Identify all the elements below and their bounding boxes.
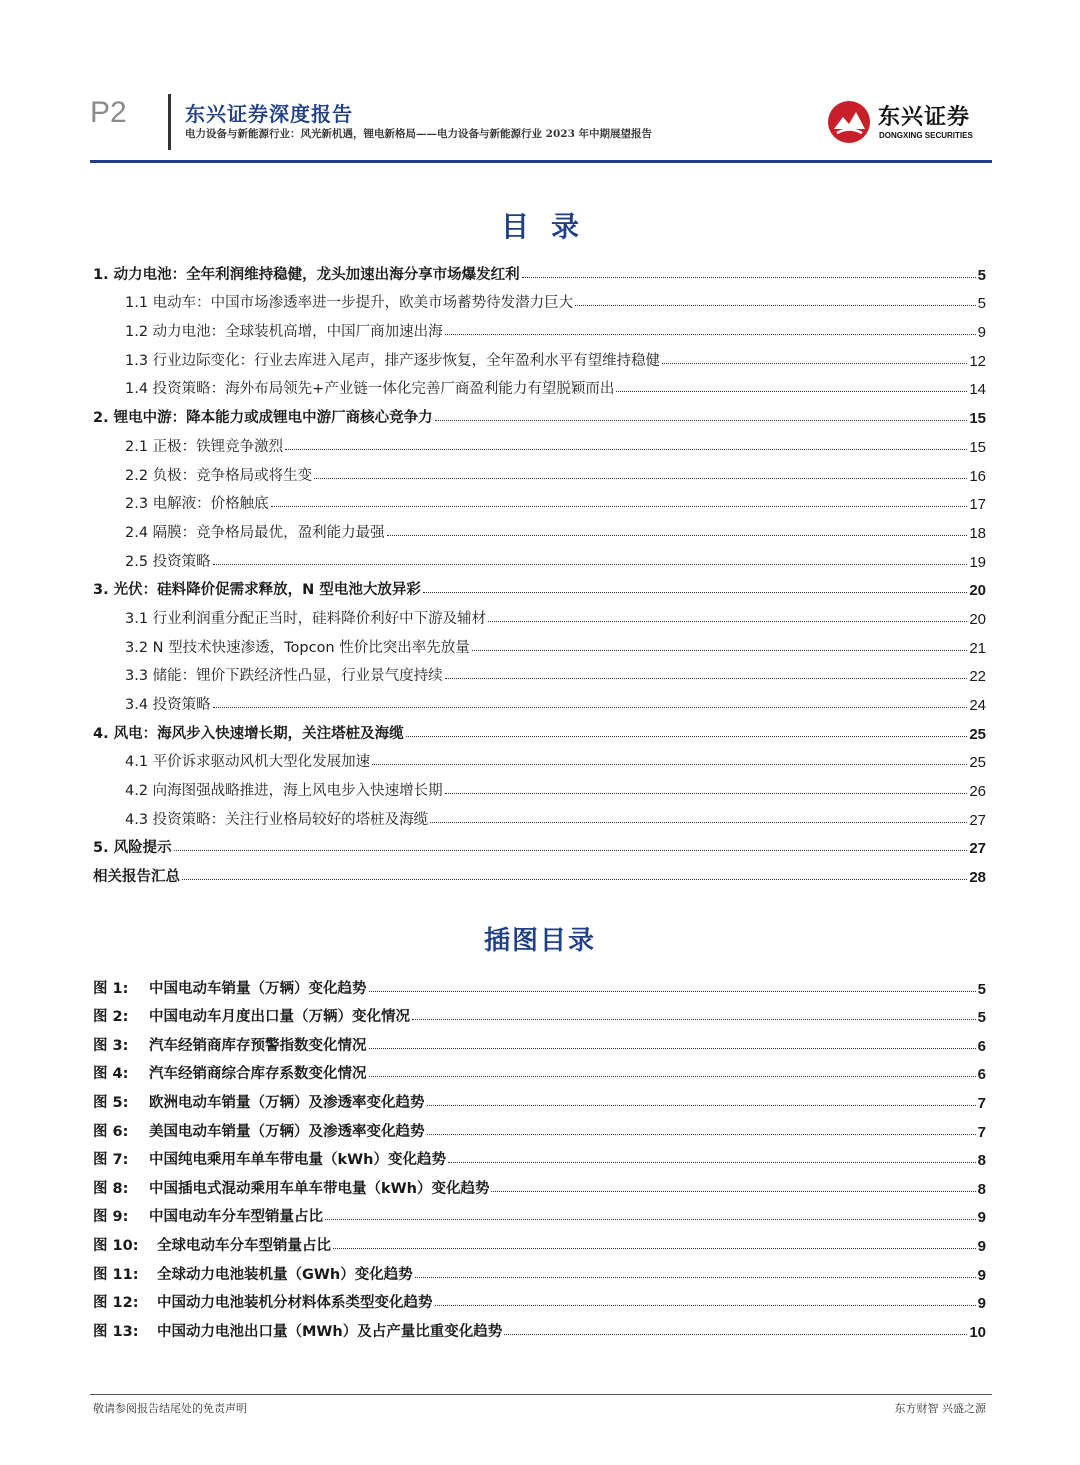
leader-dots bbox=[174, 849, 968, 851]
leader-dots bbox=[575, 304, 975, 306]
figure-number: 图 10: bbox=[93, 1237, 139, 1254]
page-header bbox=[90, 90, 992, 162]
toc-entry-label: 4.2 向海图强战略推进，海上风电步入快速增长期 bbox=[125, 783, 443, 800]
figure-entry[interactable] bbox=[93, 1055, 986, 1084]
toc-entry[interactable] bbox=[93, 312, 986, 341]
report-type: 东兴证券深度报告 bbox=[185, 102, 353, 126]
figure-entry[interactable] bbox=[93, 1255, 986, 1284]
figure-entry-label bbox=[93, 1234, 331, 1255]
figure-entry[interactable] bbox=[93, 1198, 986, 1227]
toc-entry-label: 3.3 储能：锂价下跌经济性凸显，行业景气度持续 bbox=[125, 668, 443, 685]
toc-entry-page: 5 bbox=[977, 295, 986, 313]
toc-entry-label: 4. 风电：海风步入快速增长期，关注塔桩及海缆 bbox=[93, 725, 404, 742]
toc-entry-page: 14 bbox=[969, 381, 986, 399]
toc-entry-label: 2.5 投资策略 bbox=[125, 553, 211, 570]
toc-entry[interactable] bbox=[93, 714, 986, 743]
leader-dots bbox=[314, 477, 967, 479]
figure-entry-label bbox=[93, 977, 367, 998]
toc-title: 目录 bbox=[500, 210, 601, 243]
toc-entry-page: 15 bbox=[969, 410, 986, 428]
figure-caption: 中国插电式混动乘用车单车带电量（kWh）变化趋势 bbox=[149, 1180, 490, 1197]
toc-entry[interactable] bbox=[93, 542, 986, 571]
leader-dots bbox=[213, 706, 968, 708]
toc-entry-page: 5 bbox=[977, 266, 986, 284]
leader-dots bbox=[430, 821, 967, 823]
leader-dots bbox=[445, 333, 976, 335]
figure-entry-label bbox=[93, 1263, 413, 1284]
toc-entry-label: 2.2 负极：竞争格局或将生变 bbox=[125, 467, 313, 484]
toc-entry-page: 21 bbox=[969, 639, 986, 657]
figure-entry-page: 7 bbox=[977, 1094, 986, 1112]
figure-list-title: 插图目录 bbox=[483, 926, 596, 956]
toc-entry-page: 27 bbox=[969, 840, 986, 858]
leader-dots bbox=[423, 591, 967, 593]
toc-entry[interactable] bbox=[93, 771, 986, 800]
figure-entry-page: 5 bbox=[977, 980, 986, 998]
leader-dots bbox=[504, 1333, 967, 1335]
toc-entry-label: 3.4 投资策略 bbox=[125, 697, 211, 713]
toc-entry[interactable] bbox=[93, 571, 986, 600]
leader-dots bbox=[435, 1304, 976, 1306]
logo-text-cn: 东兴证券 bbox=[878, 105, 971, 130]
leader-dots bbox=[387, 534, 968, 536]
figure-entry-label bbox=[93, 1148, 446, 1169]
figure-entry-page: 5 bbox=[977, 1009, 986, 1027]
company-logo bbox=[826, 98, 986, 146]
leader-dots bbox=[285, 448, 967, 450]
figure-entry-page: 6 bbox=[977, 1066, 986, 1084]
leader-dots bbox=[616, 390, 967, 392]
toc-entry-label: 1.1 电动车：中国市场渗透率进一步提升，欧美市场蓄势待发潜力巨大 bbox=[125, 295, 574, 312]
leader-dots bbox=[488, 620, 967, 622]
toc-entry[interactable] bbox=[93, 685, 986, 714]
figure-caption: 中国纯电乘用车单车带电量（kWh）变化趋势 bbox=[149, 1152, 446, 1169]
figure-entry[interactable] bbox=[93, 969, 986, 998]
toc-entry-page: 27 bbox=[969, 811, 986, 829]
figure-entry[interactable] bbox=[93, 1083, 986, 1112]
header-rule bbox=[90, 160, 992, 163]
leader-dots bbox=[271, 505, 968, 507]
figure-entry[interactable] bbox=[93, 998, 986, 1027]
toc-entry-label: 5. 风险提示 bbox=[93, 840, 172, 857]
footer-rule bbox=[90, 1394, 992, 1395]
leader-dots bbox=[406, 735, 968, 737]
figure-number: 图 6: bbox=[93, 1123, 129, 1140]
toc-entry[interactable] bbox=[93, 743, 986, 772]
figure-number: 图 9: bbox=[93, 1209, 129, 1226]
figure-number: 图 12: bbox=[93, 1295, 139, 1312]
figure-entry-page: 8 bbox=[977, 1152, 986, 1170]
figure-number: 图 8: bbox=[93, 1180, 129, 1197]
leader-dots bbox=[427, 1104, 976, 1106]
toc-entry[interactable] bbox=[93, 485, 986, 514]
toc-entry-label: 1.3 行业边际变化：行业去库进入尾声，排产逐步恢复，全年盈利水平有望维持稳健 bbox=[125, 352, 661, 369]
leader-dots bbox=[369, 990, 976, 992]
figure-caption: 汽车经销商库存预警指数变化情况 bbox=[149, 1037, 367, 1054]
toc-entry-label: 3.1 行业利润重分配正当时，硅料降价利好中下游及辅材 bbox=[125, 610, 487, 627]
figure-entry-label bbox=[93, 1291, 433, 1312]
toc-entry-page: 25 bbox=[969, 754, 986, 772]
toc-entry-label: 3. 光伏：硅料降价促需求释放，N 型电池大放异彩 bbox=[93, 582, 421, 599]
figure-entry-page: 6 bbox=[977, 1037, 986, 1055]
toc-entry-page: 24 bbox=[969, 697, 986, 714]
leader-dots bbox=[325, 1218, 976, 1220]
figure-caption: 中国电动车月度出口量（万辆）变化情况 bbox=[149, 1009, 410, 1026]
page-number: P2 bbox=[90, 96, 127, 129]
figure-caption: 欧洲电动车销量（万辆）及渗透率变化趋势 bbox=[149, 1094, 425, 1111]
toc-entry-page: 20 bbox=[969, 610, 986, 628]
figure-entry[interactable] bbox=[93, 1112, 986, 1141]
toc-entry[interactable] bbox=[93, 513, 986, 542]
figure-number: 图 2: bbox=[93, 1009, 129, 1026]
logo-text-en: DONGXING SECURITIES bbox=[879, 131, 973, 140]
figure-entry[interactable] bbox=[93, 1312, 986, 1341]
toc-entry[interactable] bbox=[93, 599, 986, 628]
toc-entry-page: 22 bbox=[969, 668, 986, 686]
toc-entry-label: 4.1 平价诉求驱动风机大型化发展加速 bbox=[125, 754, 371, 771]
toc-entry-page: 9 bbox=[977, 324, 986, 342]
figure-caption: 美国电动车销量（万辆）及渗透率变化趋势 bbox=[149, 1123, 425, 1140]
toc-entry[interactable] bbox=[93, 341, 986, 370]
toc-entry[interactable] bbox=[93, 284, 986, 313]
leader-dots bbox=[415, 1276, 976, 1278]
toc-entry-label: 3.2 N 型技术快速渗透，Topcon 性价比突出率先放量 bbox=[125, 639, 470, 656]
leader-dots bbox=[213, 563, 968, 565]
leader-dots bbox=[445, 792, 968, 794]
toc-entry-label: 1.2 动力电池：全球装机高增，中国厂商加速出海 bbox=[125, 324, 443, 341]
footer-slogan: 东方财智 兴盛之源 bbox=[894, 1402, 986, 1415]
leader-dots bbox=[372, 763, 967, 765]
toc-entry-label: 2.1 正极：铁锂竞争激烈 bbox=[125, 438, 284, 455]
toc-entry-page: 19 bbox=[969, 553, 986, 571]
leader-dots bbox=[427, 1133, 976, 1135]
toc-entry-page: 16 bbox=[969, 467, 986, 485]
toc-entry[interactable] bbox=[93, 427, 986, 456]
figure-entry-label bbox=[93, 1120, 425, 1141]
report-subtitle: 电力设备与新能源行业：风光新机遇，锂电新格局——电力设备与新能源行业 2023 年中期展望报告 bbox=[185, 128, 653, 140]
figure-entry-label bbox=[93, 1320, 502, 1341]
figure-number: 图 11: bbox=[93, 1266, 139, 1283]
figure-entry[interactable] bbox=[93, 1226, 986, 1255]
figure-entry[interactable] bbox=[93, 1026, 986, 1055]
leader-dots bbox=[472, 649, 968, 651]
leader-dots bbox=[662, 362, 967, 364]
figure-entry-label bbox=[93, 1062, 367, 1083]
toc-list bbox=[93, 255, 986, 886]
figure-entry-page: 10 bbox=[969, 1323, 986, 1341]
figure-list bbox=[93, 969, 986, 1341]
leader-dots bbox=[522, 276, 976, 278]
figure-entry-label bbox=[93, 1034, 367, 1055]
figure-entry-page: 9 bbox=[977, 1266, 986, 1284]
logo-emblem-icon bbox=[826, 99, 872, 145]
leader-dots bbox=[333, 1247, 976, 1249]
leader-dots bbox=[491, 1190, 975, 1192]
figure-entry-label bbox=[93, 1005, 410, 1026]
leader-dots bbox=[369, 1075, 976, 1077]
toc-entry-label: 2.3 电解液：价格触底 bbox=[125, 496, 269, 513]
figure-number: 图 1: bbox=[93, 980, 129, 997]
toc-entry[interactable] bbox=[93, 456, 986, 485]
toc-entry[interactable] bbox=[93, 857, 986, 886]
figure-entry-page: 9 bbox=[977, 1237, 986, 1255]
figure-entry-page: 9 bbox=[977, 1295, 986, 1313]
toc-entry-label: 2.4 隔膜：竞争格局最优，盈利能力最强 bbox=[125, 524, 385, 541]
toc-entry-page: 20 bbox=[969, 582, 986, 600]
leader-dots bbox=[435, 419, 968, 421]
toc-entry[interactable] bbox=[93, 370, 986, 399]
toc-entry-label: 1. 动力电池：全年利润维持稳健，龙头加速出海分享市场爆发红利 bbox=[93, 266, 520, 283]
figure-entry-label bbox=[93, 1205, 323, 1226]
leader-dots bbox=[369, 1047, 976, 1049]
toc-entry-page: 28 bbox=[969, 869, 986, 887]
figure-number: 图 3: bbox=[93, 1037, 129, 1054]
leader-dots bbox=[445, 677, 968, 679]
figure-caption: 全球电动车分车型销量占比 bbox=[157, 1237, 331, 1254]
figure-entry-page: 8 bbox=[977, 1180, 986, 1198]
leader-dots bbox=[448, 1161, 976, 1163]
figure-entry[interactable] bbox=[93, 1141, 986, 1170]
toc-entry[interactable] bbox=[93, 829, 986, 858]
figure-number: 图 4: bbox=[93, 1066, 129, 1083]
toc-entry-label: 1.4 投资策略：海外布局领先+产业链一体化完善厂商盈利能力有望脱颖而出 bbox=[125, 381, 615, 398]
toc-entry-page: 18 bbox=[969, 524, 986, 542]
toc-entry-label: 2. 锂电中游：降本能力或成锂电中游厂商核心竞争力 bbox=[93, 410, 433, 427]
toc-entry-page: 17 bbox=[969, 496, 986, 514]
figure-entry[interactable] bbox=[93, 1284, 986, 1313]
figure-number: 图 7: bbox=[93, 1152, 129, 1169]
figure-number: 图 5: bbox=[93, 1094, 129, 1111]
figure-caption: 中国电动车分车型销量占比 bbox=[149, 1209, 323, 1226]
figure-caption: 汽车经销商综合库存系数变化情况 bbox=[149, 1066, 367, 1083]
figure-caption: 中国电动车销量（万辆）变化趋势 bbox=[149, 980, 367, 997]
figure-entry-page: 9 bbox=[977, 1209, 986, 1227]
leader-dots bbox=[182, 878, 967, 880]
toc-entry[interactable] bbox=[93, 255, 986, 284]
toc-entry-label: 相关报告汇总 bbox=[93, 869, 180, 886]
toc-entry[interactable] bbox=[93, 398, 986, 427]
toc-entry-page: 15 bbox=[969, 438, 986, 456]
header-divider bbox=[168, 94, 171, 150]
figure-caption: 全球动力电池装机量（GWh）变化趋势 bbox=[157, 1266, 413, 1283]
toc-entry-label: 4.3 投资策略：关注行业格局较好的塔桩及海缆 bbox=[125, 811, 429, 828]
toc-entry-page: 26 bbox=[969, 783, 986, 801]
toc-entry[interactable] bbox=[93, 800, 986, 829]
figure-caption: 中国动力电池装机分材料体系类型变化趋势 bbox=[157, 1295, 433, 1312]
toc-entry[interactable] bbox=[93, 657, 986, 686]
figure-number: 图 13: bbox=[93, 1323, 139, 1340]
toc-entry[interactable] bbox=[93, 628, 986, 657]
figure-entry-label bbox=[93, 1091, 425, 1112]
figure-entry-label bbox=[93, 1177, 489, 1198]
toc-entry-page: 12 bbox=[969, 352, 986, 370]
footer-disclaimer: 敬请参阅报告结尾处的免责声明 bbox=[93, 1402, 247, 1415]
figure-entry[interactable] bbox=[93, 1169, 986, 1198]
figure-caption: 中国动力电池出口量（MWh）及占产量比重变化趋势 bbox=[157, 1323, 503, 1340]
leader-dots bbox=[412, 1018, 976, 1020]
figure-entry-page: 7 bbox=[977, 1123, 986, 1141]
toc-entry-page: 25 bbox=[969, 725, 986, 743]
